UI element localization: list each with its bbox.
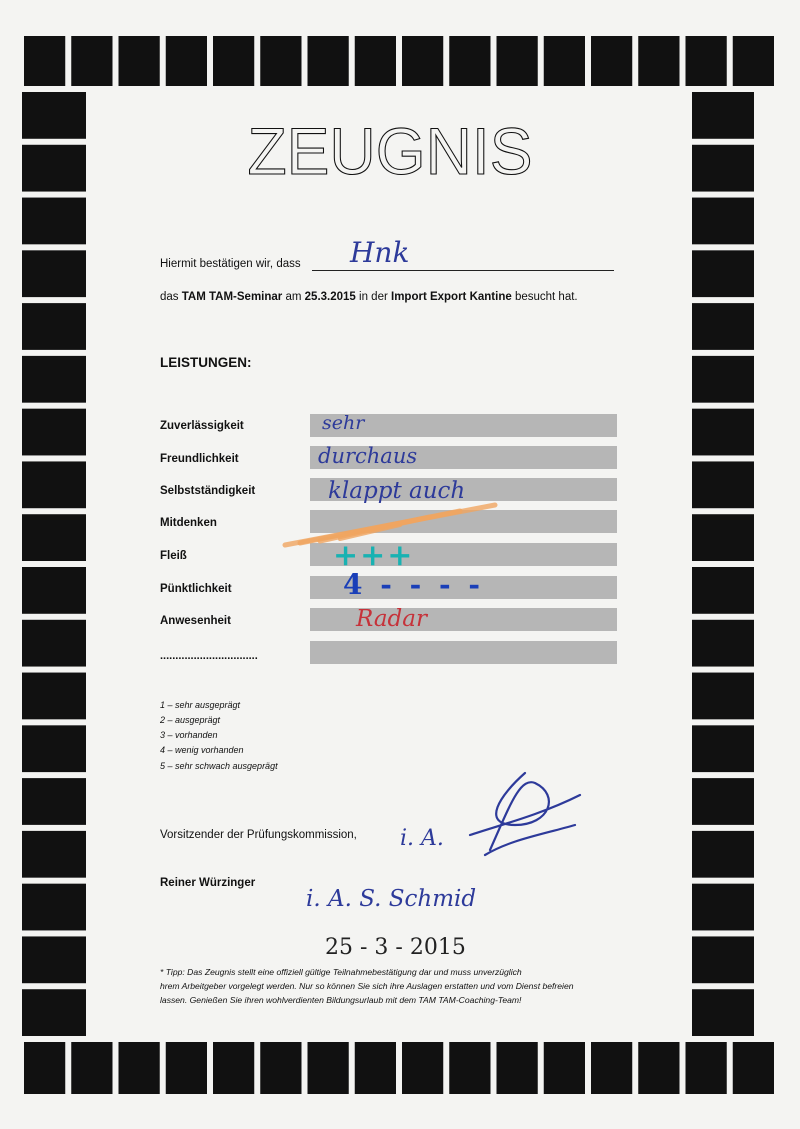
- scale-item: 2 – ausgeprägt: [160, 715, 221, 725]
- border-tile: [119, 36, 160, 86]
- border-tile: [22, 356, 86, 403]
- border-tile: [733, 1042, 774, 1094]
- name-line: [312, 270, 614, 271]
- signature-prefix: i. A.: [400, 826, 444, 851]
- border-tile: [22, 567, 86, 614]
- border-tile: [692, 356, 754, 403]
- signature-scribble: [430, 755, 590, 875]
- border-tile: [355, 1042, 396, 1094]
- border-tile: [22, 409, 86, 456]
- rating-puenktlichkeit: 4 - - - -: [343, 568, 484, 601]
- border-tile: [355, 36, 396, 86]
- border-tile: [22, 673, 86, 720]
- border-tile: [733, 36, 774, 86]
- border-tile: [692, 778, 754, 825]
- border-tile: [692, 725, 754, 772]
- border-tile: [692, 145, 754, 192]
- section-heading: LEISTUNGEN:: [160, 355, 252, 370]
- border-tile: [166, 1042, 207, 1094]
- border-tile: [22, 884, 86, 931]
- border-tile: [22, 198, 86, 245]
- rating-freundlichkeit: durchaus: [318, 444, 418, 468]
- border-tile: [22, 250, 86, 297]
- border-tile: [22, 145, 86, 192]
- rating-fleiss: +++: [333, 538, 415, 573]
- border-tile: [22, 620, 86, 667]
- border-tile: [692, 567, 754, 614]
- border-tile: [692, 936, 754, 983]
- handwritten-name: Hnk: [350, 236, 410, 269]
- border-tile: [260, 36, 301, 86]
- border-tile: [544, 36, 585, 86]
- seminar-name: TAM TAM-Seminar: [181, 291, 283, 303]
- chair-name: Reiner Würzinger: [160, 877, 256, 889]
- border-tile: [402, 36, 443, 86]
- border-tile: [308, 1042, 349, 1094]
- border-tile: [308, 36, 349, 86]
- criterion-label: Fleiß: [160, 550, 187, 562]
- border-tile: [166, 36, 207, 86]
- signature-second: i. A. S. Schmid: [306, 886, 477, 912]
- scale-item: 3 – vorhanden: [160, 730, 218, 740]
- title-text: ZEUGNIS: [247, 114, 533, 188]
- border-tile: [686, 1042, 727, 1094]
- criterion-label: Anwesenheit: [160, 615, 231, 627]
- seminar-date: 25.3.2015: [304, 291, 356, 303]
- border-tile: [22, 303, 86, 350]
- sentence-part: am: [282, 291, 305, 303]
- border-tile: [71, 1042, 112, 1094]
- criterion-label: Zuverlässigkeit: [160, 420, 244, 432]
- criterion-label: Mitdenken: [160, 517, 217, 529]
- border-tile: [692, 989, 754, 1036]
- tip-line: * Tipp: Das Zeugnis stellt eine offiziell gültige Teilnahmebestätigung dar und muss unverzüglich: [160, 967, 522, 977]
- scale-item: 5 – sehr schwach ausgeprägt: [160, 761, 278, 771]
- border-tile: [692, 620, 754, 667]
- border-tile: [24, 1042, 65, 1094]
- border-tile: [692, 514, 754, 561]
- tip-line: lassen. Genießen Sie ihren wohlverdienten Bildungsurlaub mit dem TAM TAM-Coaching-Team!: [160, 995, 522, 1005]
- sentence-part: das: [160, 291, 182, 303]
- border-tile: [24, 36, 65, 86]
- seminar-location: Import Export Kantine: [391, 291, 512, 303]
- handwritten-date: 25 - 3 - 2015: [325, 935, 466, 960]
- border-tile: [119, 1042, 160, 1094]
- border-tile: [692, 461, 754, 508]
- border-tile: [497, 1042, 538, 1094]
- rating-zuverlaessigkeit: sehr: [322, 412, 365, 434]
- sentence-part: besucht hat.: [511, 291, 578, 303]
- border-tile: [260, 1042, 301, 1094]
- border-tile: [638, 1042, 679, 1094]
- criterion-label: Freundlichkeit: [160, 453, 239, 465]
- border-tile: [213, 1042, 254, 1094]
- document-title: [245, 112, 535, 188]
- border-tile: [213, 36, 254, 86]
- border-tile: [591, 1042, 632, 1094]
- border-tile: [686, 36, 727, 86]
- border-tile: [692, 303, 754, 350]
- blank-criterion-line: ................................: [160, 650, 258, 662]
- tip-line: hrem Arbeitgeber vorgelegt werden. Nur so können Sie sich ihre Auslagen erstatten und vom Dienst befreien: [160, 981, 574, 991]
- attendance-sentence: [160, 291, 578, 303]
- border-tile: [692, 409, 754, 456]
- border-tile: [692, 884, 754, 931]
- rating-anwesenheit: Radar: [356, 606, 427, 632]
- border-tile: [591, 36, 632, 86]
- border-tile: [22, 514, 86, 561]
- border-tile: [22, 936, 86, 983]
- border-tile: [544, 1042, 585, 1094]
- border-tile: [449, 1042, 490, 1094]
- border-tile: [22, 461, 86, 508]
- border-tile: [71, 36, 112, 86]
- border-tile: [449, 36, 490, 86]
- rating-bar: [310, 641, 617, 664]
- border-tile: [22, 989, 86, 1036]
- border-tile: [692, 250, 754, 297]
- scale-item: 1 – sehr ausgeprägt: [160, 700, 241, 710]
- scale-item: 4 – wenig vorhanden: [160, 745, 244, 755]
- criterion-label: Selbstständigkeit: [160, 485, 256, 497]
- criterion-label: Pünktlichkeit: [160, 583, 232, 595]
- border-tile: [638, 36, 679, 86]
- rating-selbststaendigkeit: klappt auch: [328, 478, 466, 504]
- intro-text: Hiermit bestätigen wir, dass: [160, 258, 301, 270]
- border-tile: [692, 673, 754, 720]
- border-tile: [22, 831, 86, 878]
- chair-label: Vorsitzender der Prüfungskommission,: [160, 829, 357, 841]
- border-tile: [497, 36, 538, 86]
- border-tile: [22, 92, 86, 139]
- border-tile: [402, 1042, 443, 1094]
- border-tile: [22, 778, 86, 825]
- border-tile: [692, 92, 754, 139]
- border-tile: [22, 725, 86, 772]
- border-tile: [692, 831, 754, 878]
- border-tile: [692, 198, 754, 245]
- sentence-part: in der: [355, 291, 391, 303]
